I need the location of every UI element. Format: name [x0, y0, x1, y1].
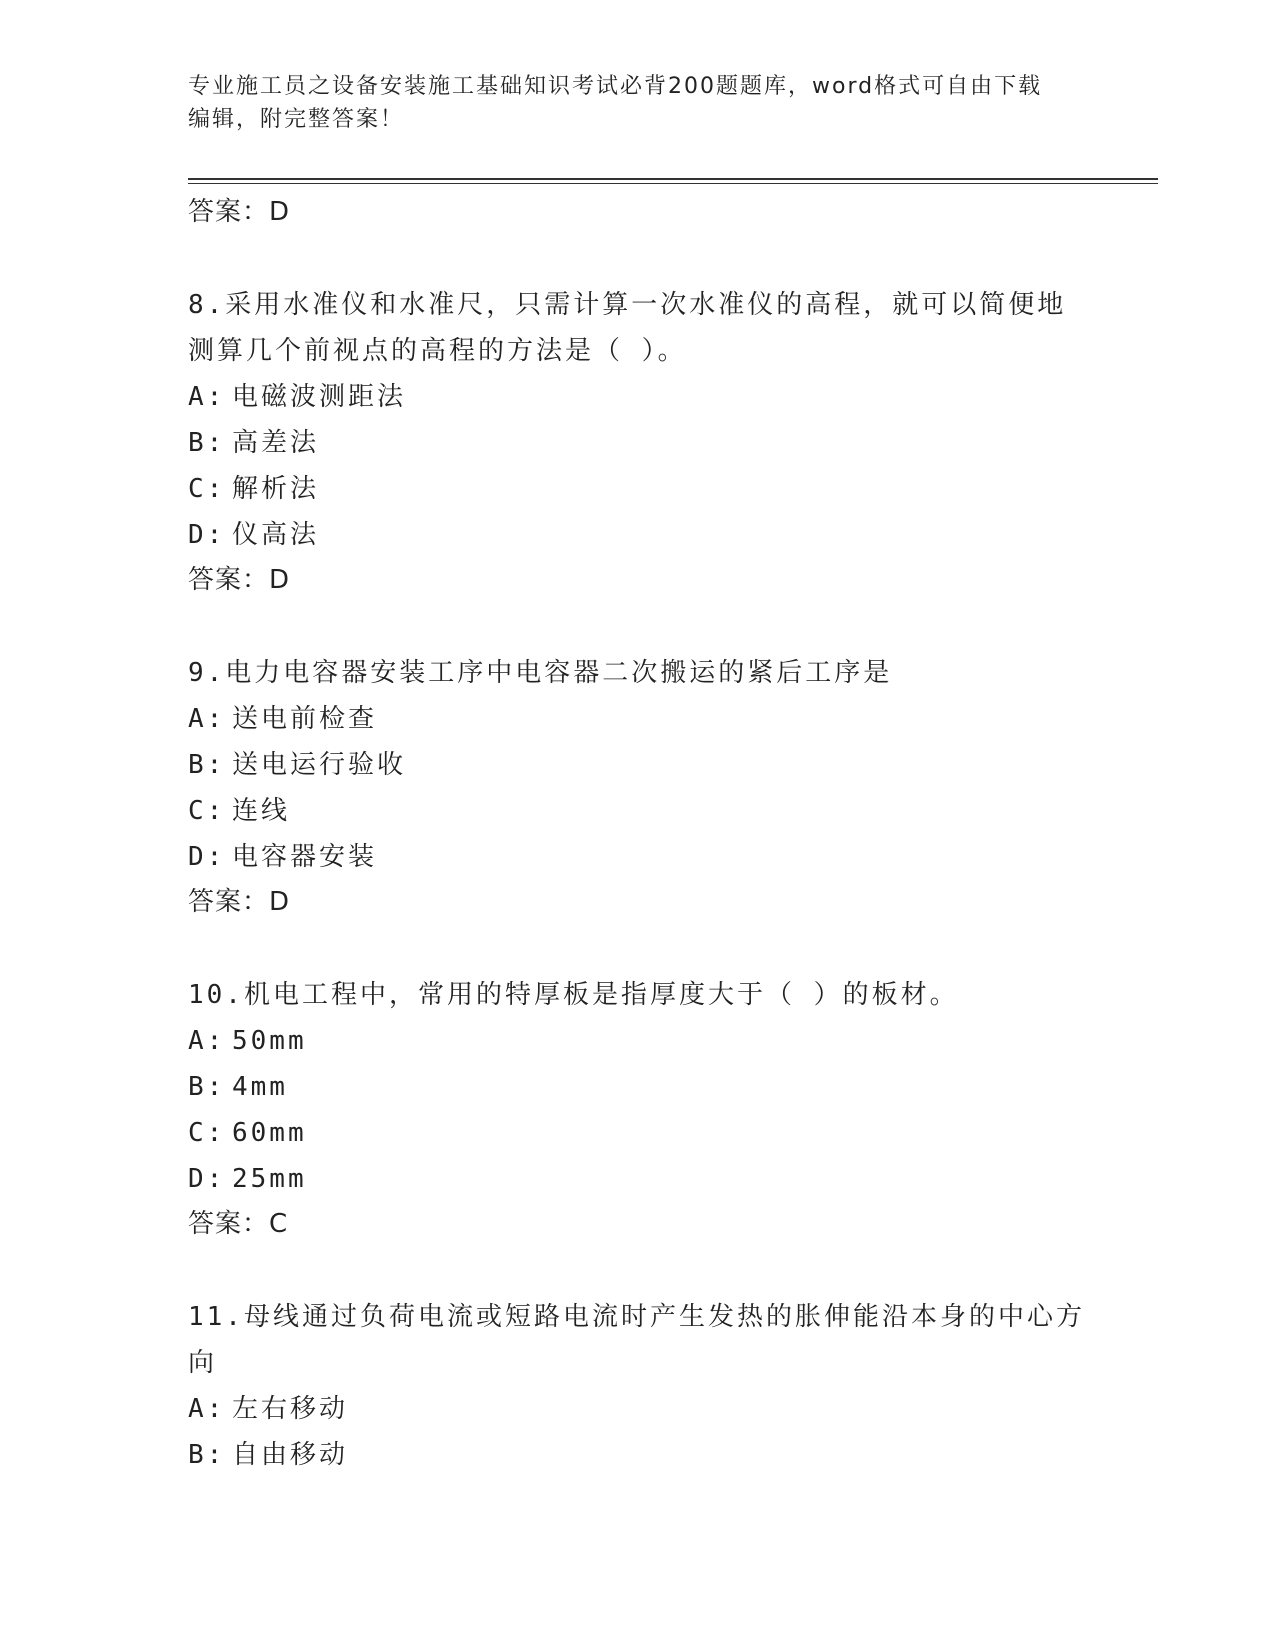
- option-a: A: 送电前检查: [188, 704, 378, 734]
- option-b: B: 送电运行验收: [188, 750, 407, 780]
- question-text: [188, 1294, 1088, 1386]
- header-line-2: 编辑，附完整答案！: [188, 107, 405, 132]
- option-d: D: 仪高法: [188, 520, 320, 550]
- answer-line: 答案：D: [188, 197, 291, 227]
- header-divider-thick: [188, 178, 1158, 180]
- header-divider-thin: [188, 183, 1158, 184]
- question-text-line: 10.机电工程中，常用的特厚板是指厚度大于（ ）的板材。: [188, 980, 959, 1010]
- option-d: D: 25mm: [188, 1164, 307, 1194]
- question-block: [188, 1294, 1088, 1478]
- question-text: [188, 650, 1088, 696]
- option-a: A: 50mm: [188, 1026, 307, 1056]
- question-text-line: 向: [188, 1348, 218, 1378]
- option-c: C: 解析法: [188, 474, 320, 504]
- question-text: [188, 282, 1088, 374]
- question-list: [188, 190, 1088, 1478]
- question-block: [188, 972, 1088, 1247]
- option-d: D: 电容器安装: [188, 842, 378, 872]
- option-a: A: 左右移动: [188, 1394, 349, 1424]
- question-block: [188, 650, 1088, 925]
- answer-line: 答案：D: [188, 565, 291, 595]
- header-line-1: 专业施工员之设备安装施工基础知识考试必背200题题库，word格式可自由下载: [188, 74, 1043, 99]
- answer-line: 答案：D: [188, 887, 291, 917]
- question-block: [188, 282, 1088, 603]
- question-text-line: 8.采用水准仪和水准尺，只需计算一次水准仪的高程，就可以简便地: [188, 290, 1067, 320]
- answer-line: 答案：C: [188, 1209, 289, 1239]
- question-text-line: 9.电力电容器安装工序中电容器二次搬运的紧后工序是: [188, 658, 893, 688]
- question-text-line: 测算几个前视点的高程的方法是（ ）。: [188, 336, 687, 366]
- question-text: [188, 972, 1088, 1018]
- option-b: B: 自由移动: [188, 1440, 349, 1470]
- option-a: A: 电磁波测距法: [188, 382, 407, 412]
- option-c: C: 连线: [188, 796, 291, 826]
- document-header: [188, 70, 1068, 136]
- option-c: C: 60mm: [188, 1118, 307, 1148]
- option-b: B: 高差法: [188, 428, 320, 458]
- option-b: B: 4mm: [188, 1072, 288, 1102]
- question-text-line: 11.母线通过负荷电流或短路电流时产生发热的胀伸能沿本身的中心方: [188, 1302, 1085, 1332]
